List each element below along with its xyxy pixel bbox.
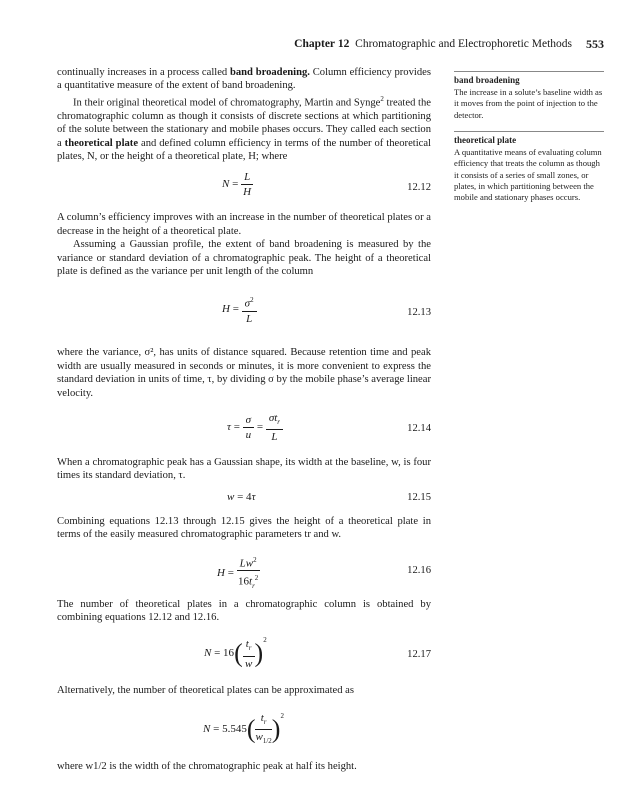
equation-approx: N = 5.545( $\frac{t_r}{w_{1/2}}$ )$^2$: [203, 711, 284, 746]
equation-12-12: N = $\frac{L}{H}$ 12.12: [222, 171, 431, 199]
equation-12-14: τ = $\frac{\sigma}{u}$ = $\sigma t_r$ L 12.14: [227, 412, 431, 444]
margin-note-theoretical-plate: theoretical plate A quantitative means of evaluating column efficiency that treats the column as though it consists of a series of small zones, or plates, in which partitioning between the mobile and stationary phases occurs.: [454, 131, 604, 203]
paragraph: Assuming a Gaussian profile, the extent of band broadening is measured by the variance or standard deviation of a chromatographic peak. The height of a theoretical plate is defined as the variance per unit length of the column: [57, 239, 431, 277]
margin-note-band-broadening: band broadening The increase in a solute’s baseline width as it moves from the point of injection to the detector.: [454, 71, 604, 121]
paragraph: where w1/2 is the width of the chromatographic peak at half its height.: [57, 760, 357, 772]
paragraph: The number of theoretical plates in a chromatographic column is obtained by combining equations 12.12 and 12.16.: [57, 598, 431, 624]
page-header: [0, 38, 640, 54]
equation-12-13: H = $\frac{\sigma^2}{L}$ 12.13: [222, 296, 431, 326]
equation-12-15: w = 4τ 12.15: [227, 490, 431, 503]
body-text: [57, 66, 431, 773]
paragraph: In their original theoretical model of chromatography, Martin and Synge$^2$ treated the chromatographic column as though it consists of discrete sections at which partitioning of the solute between the stationary and mobile phases occurs. They called each section a theoretical plate and defined column efficiency in terms of the number of theoretical plates, N, or the height of a theoretical plate, H; where: [57, 94, 431, 162]
chapter-heading: Chapter 12 Chromatographic and Electrophoretic Methods: [294, 38, 572, 50]
equation-12-17: N = 16( $\frac{t_r}{w}$ )$^2$ 12.17: [204, 636, 431, 670]
paragraph: Alternatively, the number of theoretical plates can be approximated as: [57, 685, 354, 697]
paragraph: where the variance, σ², has units of distance squared. Because retention time and peak width are usually measured in seconds or minutes, it is more convenient to express the standard deviation in units of time, τ, by dividing σ by the mobile phase’s average linear velocity.: [57, 347, 431, 399]
page-number: 553: [586, 37, 604, 51]
equation-12-16: H = $\frac{Lw^2}{16t_r^2}$ 12.16: [217, 555, 431, 591]
paragraph: Combining equations 12.13 through 12.15 gives the height of a theoretical plate in terms of the easily measured chromatographic parameters tr and w.: [57, 515, 431, 541]
paragraph: continually increases in a process called band broadening. Column efficiency provides a quantitative measure of the extent of band broadening.: [57, 67, 431, 92]
paragraph: When a chromatographic peak has a Gaussian shape, its width at the baseline, w, is four times its standard deviation, τ.: [57, 457, 431, 482]
paragraph: A column’s efficiency improves with an increase in the number of theoretical plates or a decrease in the height of a theoretical plate.: [57, 212, 431, 237]
